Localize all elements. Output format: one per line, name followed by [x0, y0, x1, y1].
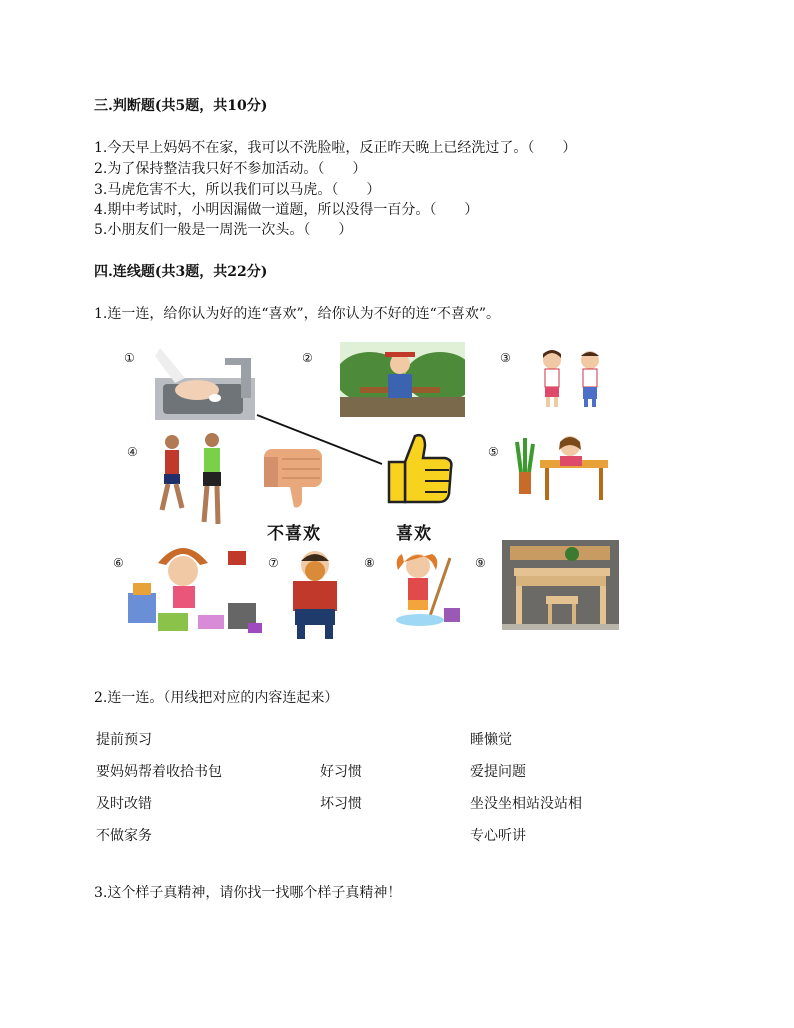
sweeping-girl-picture [388, 550, 468, 630]
number-3: ③ [500, 351, 511, 365]
q1-prompt: 1.连一连，给你认为好的连“喜欢”，给你认为不好的连“不喜欢”。 [94, 306, 500, 322]
left-item-1: 提前预习 [96, 732, 152, 748]
saluting-kids-picture [532, 348, 612, 410]
number-7: ⑦ [268, 556, 279, 570]
washing-hands-picture [155, 348, 260, 423]
q3-prompt: 3.这个样子真精神，请你找一找哪个样子真精神！ [94, 885, 402, 901]
dislike-label: 不喜欢 [267, 524, 321, 544]
thumbs-up-icon [385, 432, 455, 504]
section3-title: 三.判断题(共5题，共10分) [94, 98, 268, 114]
messy-room-picture [128, 543, 268, 638]
like-label: 喜欢 [396, 524, 432, 544]
judge-item-5: 5.小朋友们一般是一周洗一次头。（ ） [94, 222, 353, 238]
right-item-1: 睡懒觉 [470, 732, 512, 748]
judge-item-4: 4.期中考试时，小明因漏做一道题，所以没得一百分。（ ） [94, 202, 479, 218]
number-2: ② [302, 351, 313, 365]
right-item-4: 专心听讲 [470, 828, 526, 844]
running-picture [152, 430, 232, 530]
study-desk-picture [515, 432, 610, 502]
section4-title: 四.连线题(共3题，共22分) [94, 264, 268, 280]
left-item-3: 及时改错 [96, 796, 152, 812]
right-item-2: 爱提问题 [470, 764, 526, 780]
left-item-4: 不做家务 [96, 828, 152, 844]
number-4: ④ [127, 445, 138, 459]
right-item-3: 坐没坐相站没站相 [470, 796, 582, 812]
q2-prompt: 2.连一连。（用线把对应的内容连起来） [94, 690, 339, 706]
wooden-desk-picture [502, 540, 619, 630]
bench-picture [340, 342, 465, 417]
eating-boy-picture [285, 547, 345, 642]
number-5: ⑤ [488, 445, 499, 459]
number-8: ⑧ [364, 556, 375, 570]
judge-item-3: 3.马虎危害不大，所以我们可以马虎。（ ） [94, 182, 381, 198]
left-item-2: 要妈妈帮着收拾书包 [96, 764, 222, 780]
number-9: ⑨ [475, 556, 486, 570]
judge-item-1: 1.今天早上妈妈不在家，我可以不洗脸啦，反正昨天晚上已经洗过了。（ ） [94, 140, 577, 156]
answer-line [255, 412, 385, 467]
number-6: ⑥ [113, 556, 124, 570]
number-1: ① [124, 351, 135, 365]
judge-item-2: 2.为了保持整洁我只好不参加活动。（ ） [94, 161, 367, 177]
middle-item-good-habit: 好习惯 [320, 764, 362, 780]
middle-item-bad-habit: 坏习惯 [320, 796, 362, 812]
